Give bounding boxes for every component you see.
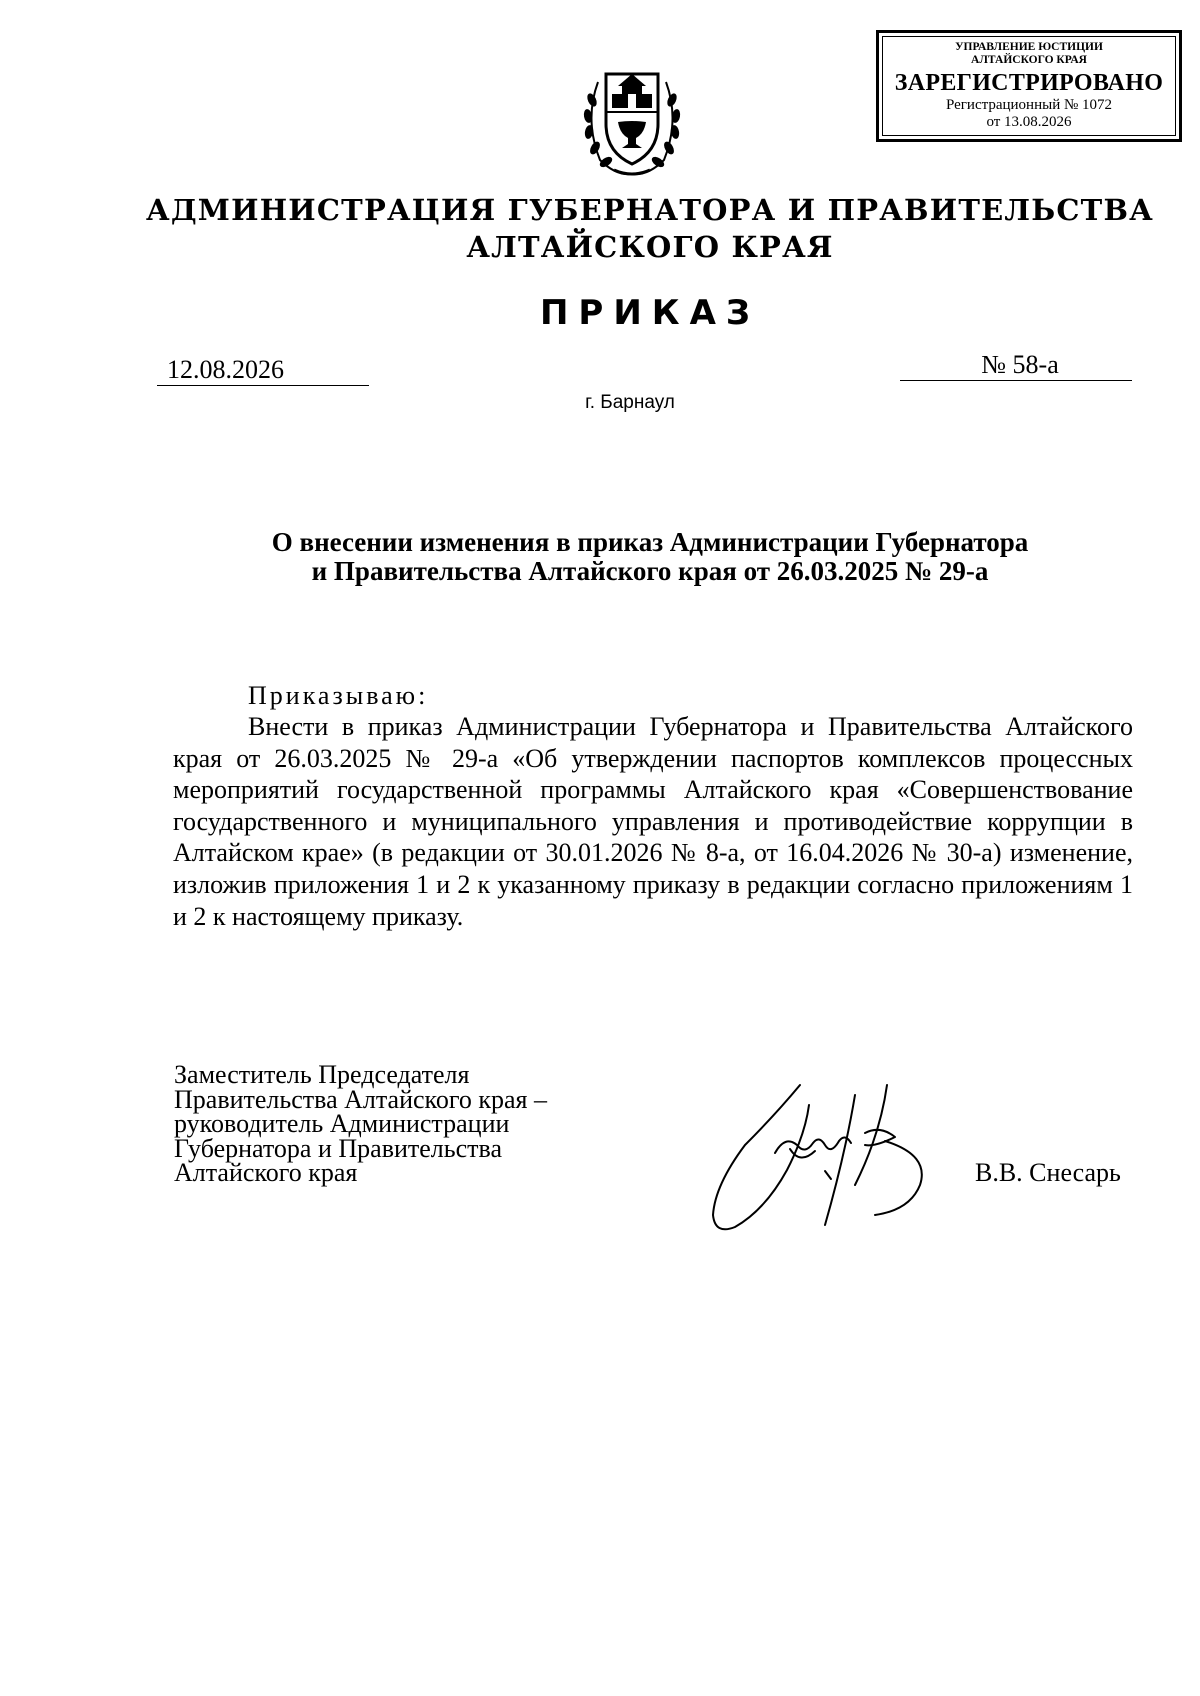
order-body-text: Внести в приказ Администрации Губернатора и Правительства Алтайского края от 26.03.2025 № 29-а «Об утверждении паспортов комплексов процессных мероприятий государственной программы Алтайского края «Совершенствование государственного и муниципального управления и противодействие коррупции в Алтайском крае» (в редакции от 30.01.2026 № 8-а, от 16.04.2026 № 30-а) изменение, изложив приложения 1 и 2 к указанному приказу в редакции согласно приложениям 1 и 2 к настоящему приказу. <box>173 712 1133 931</box>
signer-position-line: Правительства Алтайского края – <box>174 1084 548 1114</box>
stamp-inner-frame <box>882 36 1176 136</box>
handwritten-signature-icon <box>705 1075 930 1240</box>
organization-title <box>140 192 1160 266</box>
order-directive: Приказываю: <box>248 681 429 710</box>
document-number: № 58-а <box>900 349 1132 381</box>
altai-krai-coat-of-arms-icon <box>578 60 686 180</box>
signer-position-line: Губернатора и Правительства <box>174 1133 502 1163</box>
signer-position <box>174 1060 654 1187</box>
document-type: ПРИКАЗ <box>539 293 761 333</box>
signer-position-line: Заместитель Председателя <box>174 1060 470 1089</box>
stamp-date: от 13.08.2026 <box>986 114 1072 130</box>
signer-position-line: руководитель Администрации <box>174 1109 510 1138</box>
organization-title-line-2: АЛТАЙСКОГО КРАЯ <box>466 230 834 264</box>
document-subject-line-2: и Правительства Алтайского края от 26.03.2025 № 29-а <box>311 556 989 586</box>
registration-stamp <box>876 30 1182 142</box>
stamp-organization: УПРАВЛЕНИЕ ЮСТИЦИИ АЛТАЙСКОГО КРАЯ <box>955 41 1103 66</box>
stamp-registration-number: Регистрационный № 1072 <box>945 97 1113 113</box>
organization-title-line-1: АДМИНИСТРАЦИЯ ГУБЕРНАТОРА И ПРАВИТЕЛЬСТВА <box>146 193 1154 227</box>
document-city: г. Барнаул <box>585 392 675 413</box>
stamp-status: ЗАРЕГИСТРИРОВАНО <box>894 70 1164 96</box>
signer-position-line: Алтайского края <box>174 1158 358 1187</box>
document-date: 12.08.2026 <box>157 354 369 386</box>
document-subject <box>160 528 1140 586</box>
signer-name: В.В. Снесарь <box>975 1158 1121 1187</box>
document-subject-line-1: О внесении изменения в приказ Администрации Губернатора <box>271 527 1029 557</box>
